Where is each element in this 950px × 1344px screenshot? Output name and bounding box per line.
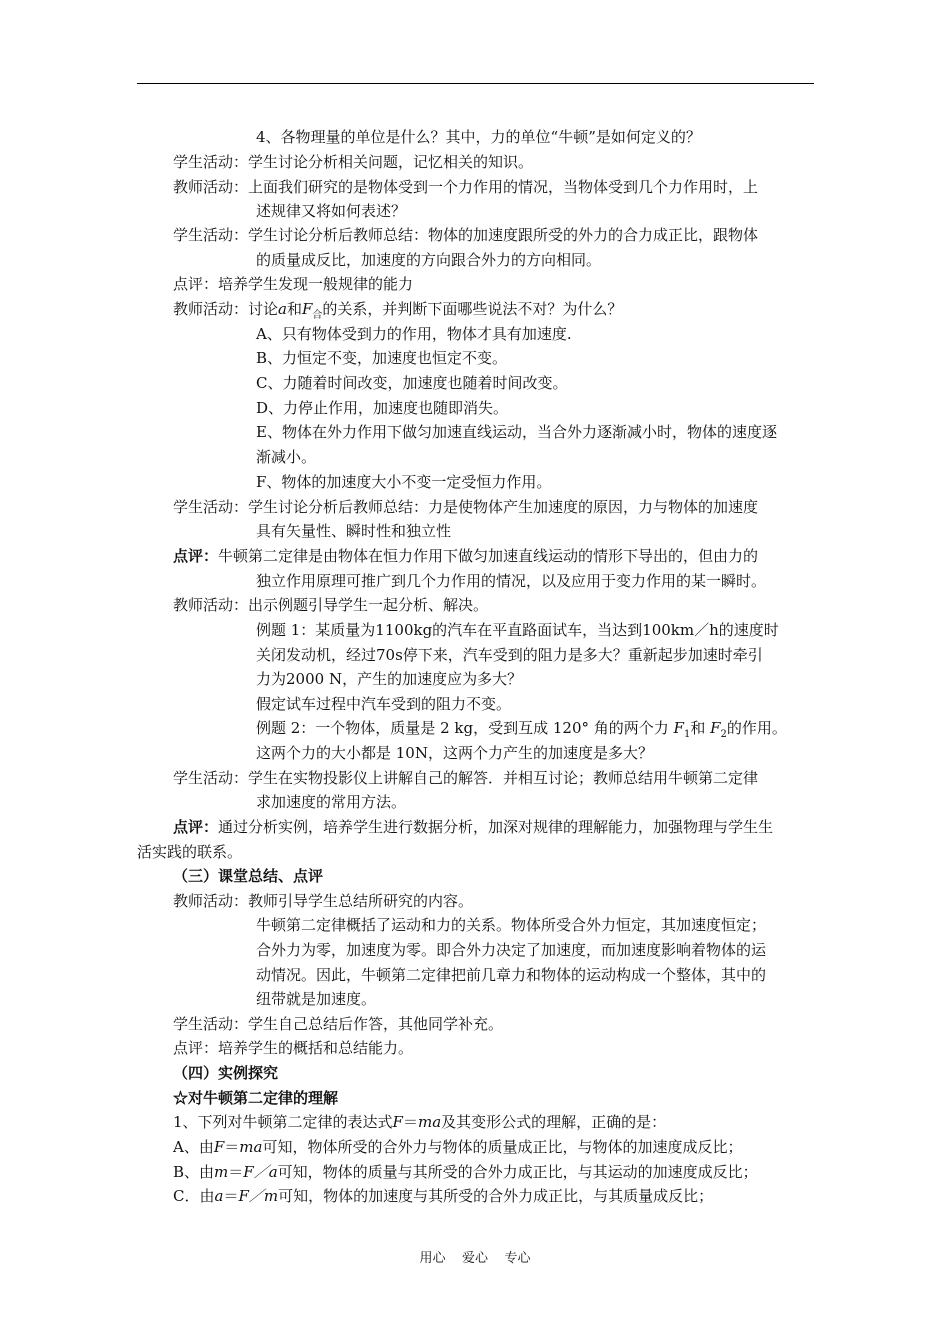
student-activity-line: 学生活动：学生在实物投影仪上讲解自己的解答．并相互讨论；教师总结用牛顿第二定律	[173, 769, 759, 787]
continuation-line: 述规律又将如何表述？	[256, 202, 407, 220]
student-activity-line: 学生活动：学生讨论分析相关问题，记忆相关的知识。	[173, 153, 534, 171]
teacher-activity-line: 教师活动：出示例题引导学生一起分析、解决。	[173, 596, 489, 614]
section-heading-summary: （三）课堂总结、点评	[173, 867, 324, 885]
choice-a: A、由F＝ma可知，物体所受的合外力与物体的质量成正比，与物体的加速度成反比；	[173, 1138, 743, 1156]
continuation-line: 独立作用原理可推广到几个力作用的情况，以及应用于变力作用的某一瞬时。	[256, 572, 767, 590]
student-activity-line: 学生活动：学生讨论分析后教师总结：物体的加速度跟所受的外力的合力成正比，跟物体	[173, 226, 759, 244]
var-a: a	[278, 300, 287, 318]
question-4: 4、各物理量的单位是什么？其中，力的单位“牛顿”是如何定义的？	[256, 128, 701, 146]
continuation-line: 活实践的联系。	[137, 843, 243, 861]
teacher-activity-line: 教师活动：教师引导学生总结所研究的内容。	[173, 892, 474, 910]
comment-line: 点评：通过分析实例，培养学生进行数据分析，加深对规律的理解能力，加强物理与学生生	[173, 818, 774, 836]
student-activity-line: 学生活动：学生讨论分析后教师总结：力是使物体产生加速度的原因，力与物体的加速度	[173, 498, 759, 516]
summary-line: 动情况。因此，牛顿第二定律把前几章力和物体的运动构成一个整体，其中的	[256, 966, 767, 984]
choice-c: C．由a＝F／m可知，物体的加速度与其所受的合外力成正比，与其质量成反比；	[173, 1187, 714, 1205]
continuation-line: 求加速度的常用方法。	[256, 793, 407, 811]
example-1-line: 假定试车过程中汽车受到的阻力不变。	[256, 695, 512, 713]
example-1-line: 例题 1：某质量为1100kg的汽车在平直路面试车，当达到100km／h的速度时	[256, 621, 779, 639]
choice-b: B、由m＝F／a可知，物体的质量与其所受的合外力成正比，与其运动的加速度成反比；	[173, 1163, 758, 1181]
subheading-understanding: ☆对牛顿第二定律的理解	[173, 1089, 339, 1107]
page-footer: 用心 爱心 专心	[419, 1251, 531, 1266]
option-f: F、物体的加速度大小不变一定受恒力作用。	[256, 473, 552, 491]
option-b: B、力恒定不变，加速度也恒定不变。	[256, 349, 508, 367]
comment-line: 点评：培养学生发现一般规律的能力	[173, 275, 414, 293]
comment-line: 点评：培养学生的概括和总结能力。	[173, 1039, 414, 1057]
teacher-activity-line: 教师活动：上面我们研究的是物体受到一个力作用的情况，当物体受到几个力作用时，上	[173, 178, 759, 196]
comment-label: 点评：	[173, 547, 219, 565]
option-d: D、力停止作用，加速度也随即消失。	[256, 399, 509, 417]
subscript-he: 合	[312, 310, 323, 321]
comment-line: 点评：牛顿第二定律是由物体在恒力作用下做匀加速直线运动的情形下导出的，但由力的	[173, 547, 759, 565]
teacher-activity-line: 教师活动：讨论a和$F_合$的关系，并判断下面哪些说法不对？为什么？	[173, 300, 623, 321]
comment-label: 点评：	[173, 818, 219, 836]
example-1-line: 关闭发动机，经过70s停下来，汽车受到的阻力是多大？重新起步加速时牵引	[256, 646, 763, 664]
header-rule	[137, 83, 814, 84]
option-c: C、力随着时间改变，加速度也随着时间改变。	[256, 374, 568, 392]
option-a: A、只有物体受到力的作用，物体才具有加速度.	[256, 325, 572, 343]
section-heading-examples: （四）实例探究	[173, 1064, 279, 1082]
summary-line: 合外力为零，加速度为零。即合外力决定了加速度，而加速度影响着物体的运	[256, 941, 767, 959]
continuation-line: 具有矢量性、瞬时性和独立性	[256, 522, 452, 540]
summary-line: 纽带就是加速度。	[256, 990, 377, 1008]
var-f: F	[301, 300, 313, 318]
example-2-line: 这两个力的大小都是 10N，这两个力产生的加速度是多大？	[256, 744, 653, 762]
option-e: E、物体在外力作用下做匀加速直线运动，当合外力逐渐减小时，物体的速度逐	[256, 423, 777, 441]
example-2-line: 例题 2：一个物体，质量是 2 kg，受到互成 120° 角的两个力 $F_1$和 $F_2$的作用。	[256, 719, 787, 740]
question-1: 1、下列对牛顿第二定律的表达式F＝ma及其变形公式的理解，正确的是：	[173, 1113, 667, 1131]
continuation-line: 渐减小。	[256, 448, 317, 466]
summary-line: 牛顿第二定律概括了运动和力的关系。物体所受合外力恒定，其加速度恒定；	[256, 916, 767, 934]
example-1-line: 力为2000 N，产生的加速度应为多大？	[256, 670, 523, 688]
continuation-line: 的质量成反比，加速度的方向跟合外力的方向相同。	[256, 251, 602, 269]
student-activity-line: 学生活动：学生自己总结后作答，其他同学补充。	[173, 1015, 504, 1033]
